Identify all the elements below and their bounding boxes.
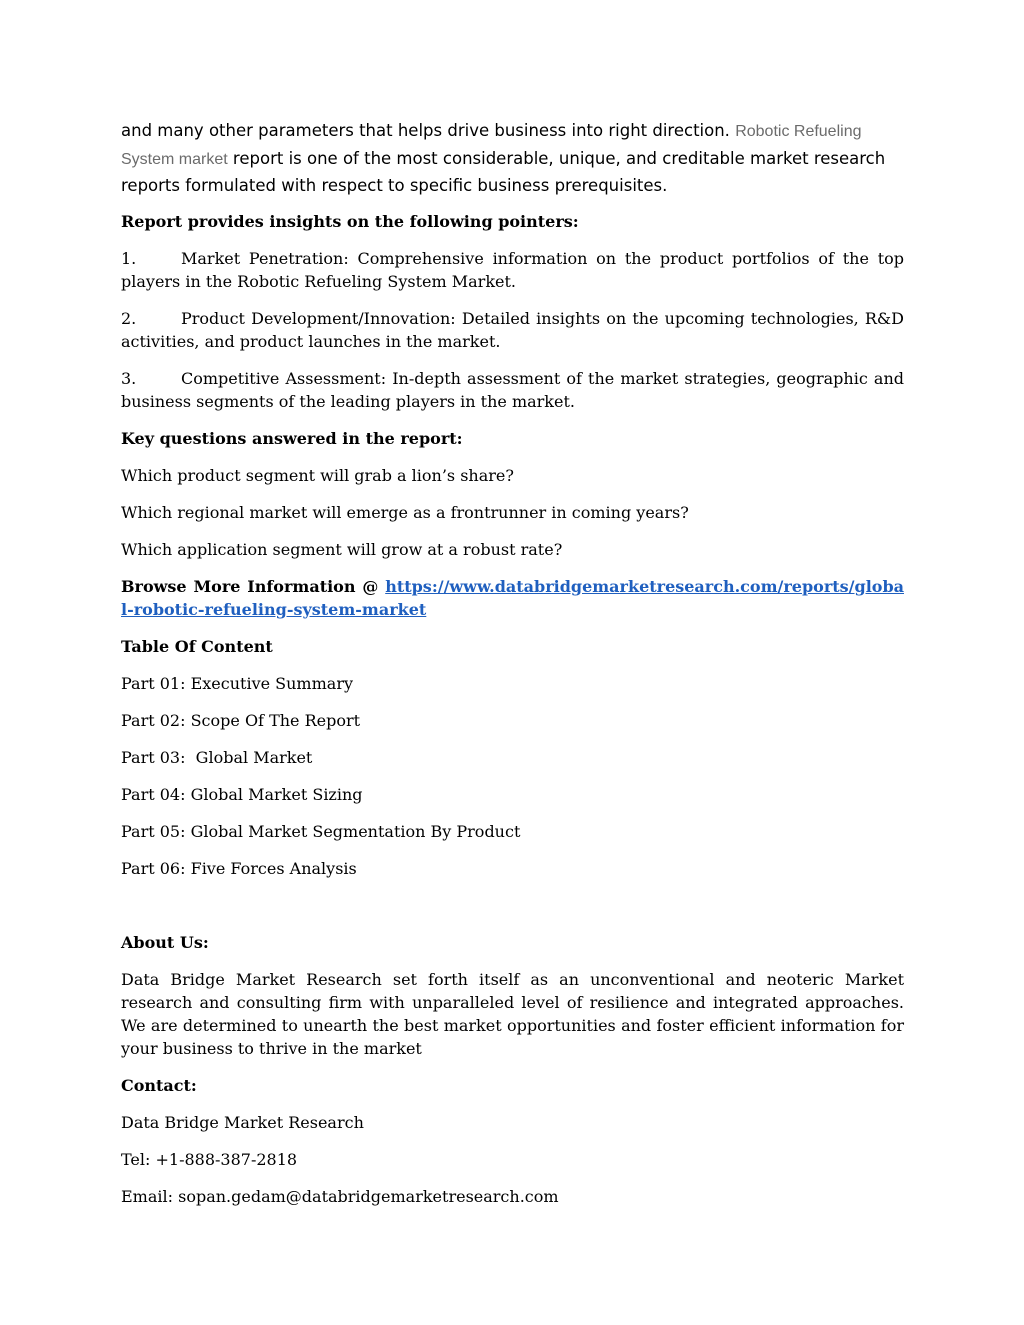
question-item: Which product segment will grab a lion’s share? (121, 465, 514, 485)
contact-company: Data Bridge Market Research (121, 1112, 364, 1132)
contact-tel: Tel: +1-888-387-2818 (121, 1149, 298, 1169)
contact-email: Email: sopan.gedam@databridgemarketresearch.com (121, 1186, 559, 1206)
about-heading: About Us: (121, 932, 209, 952)
spacer (121, 894, 904, 931)
pointer-number: 1. (121, 248, 137, 268)
pointer-item-1 (121, 247, 904, 293)
about-paragraph: Data Bridge Market Research set forth itself as an unconventional and neoteric Market research and consulting firm with unparalleled level of resilience and integrated approaches. We are determined to unearth the best market opportunities and foster efficient information for your business to thrive in the market (121, 969, 904, 1058)
toc-item: Part 06: Five Forces Analysis (121, 858, 357, 878)
pointer-number: 2. (121, 308, 137, 328)
browse-more-paragraph (121, 575, 904, 621)
intro-market-link[interactable]: Robotic Refueling System market (121, 123, 862, 168)
question-item: Which application segment will grow at a robust rate? (121, 539, 563, 559)
toc-item: Part 02: Scope Of The Report (121, 710, 361, 730)
intro-text-before: and many other parameters that helps drive business into right direction. (121, 121, 736, 140)
intro-text-after: report is one of the most considerable, unique, and creditable market research reports formulated with respect to specific business prerequisites. (121, 148, 886, 195)
toc-heading: Table Of Content (121, 636, 273, 656)
document-page (121, 118, 904, 1222)
pointers-heading: Report provides insights on the following pointers: (121, 211, 579, 231)
pointer-text: Market Penetration: Comprehensive information on the product portfolios of the top players in the Robotic Refueling System Market. (121, 248, 904, 291)
pointer-item-3 (121, 367, 904, 413)
toc-item: Part 04: Global Market Sizing (121, 784, 363, 804)
contact-heading: Contact: (121, 1075, 197, 1095)
intro-paragraph (121, 118, 904, 200)
questions-heading: Key questions answered in the report: (121, 428, 463, 448)
toc-item: Part 03: Global Market (121, 747, 313, 767)
browse-label: Browse More Information @ (121, 576, 386, 596)
question-item: Which regional market will emerge as a frontrunner in coming years? (121, 502, 689, 522)
pointer-text: Competitive Assessment: In-depth assessment of the market strategies, geographic and business segments of the leading players in the market. (121, 368, 904, 411)
toc-item: Part 01: Executive Summary (121, 673, 353, 693)
pointer-text: Product Development/Innovation: Detailed insights on the upcoming technologies, R&D activities, and product launches in the market. (121, 308, 904, 351)
toc-item: Part 05: Global Market Segmentation By Product (121, 821, 521, 841)
report-url-link[interactable]: https://www.databridgemarketresearch.com/reports/global-robotic-refueling-system-market (121, 576, 904, 619)
pointer-number: 3. (121, 368, 137, 388)
pointer-item-2 (121, 307, 904, 353)
